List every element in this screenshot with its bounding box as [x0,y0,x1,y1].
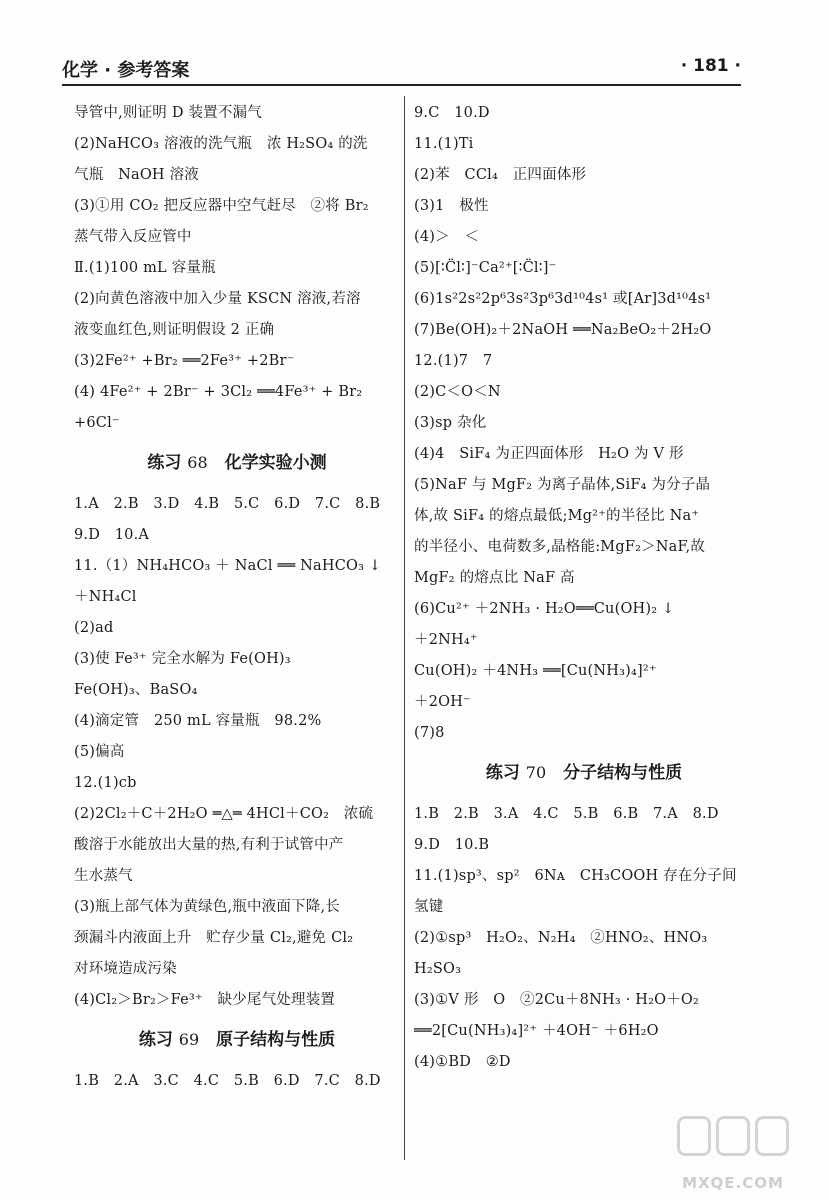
answer-line: 酸溶于水能放出大量的热,有利于试管中产 [74,837,344,853]
answer-line: (5)NaF 与 MgF₂ 为离子晶体,SiF₄ 为分子晶 [414,477,711,493]
section-text: 原子结构与性质 [216,1030,336,1050]
right-column [414,98,754,1160]
watermark-logo [673,1112,793,1192]
answer-line: (2)向黄色溶液中加入少量 KSCN 溶液,若溶 [74,291,361,307]
left-column [74,98,400,1160]
answer-line: 11.(1)sp³、sp² 6Nᴀ CH₃COOH 存在分子间 [414,868,737,884]
answer-line: (3)使 Fe³⁺ 完全水解为 Fe(OH)₃ [74,651,291,667]
section-text: 化学实验小测 [224,453,327,473]
answer-line: (3)①V 形 O ②2Cu＋8NH₃ · H₂O＋O₂ [414,992,700,1008]
section-prefix: 练习 [138,1030,173,1050]
answer-line: (7)Be(OH)₂＋2NaOH ══Na₂BeO₂＋2H₂O [414,322,712,338]
answer-line: 12.(1)7 7 [414,353,493,369]
section-number: 68 [187,453,208,472]
section-title [414,749,754,799]
page-header [62,52,741,86]
answer-line: 1.B 2.A 3.C 4.C 5.B 6.D 7.C 8.D [74,1073,381,1089]
section-title [74,1016,400,1066]
answer-line: (4)①BD ②D [414,1054,511,1070]
section-number: 69 [178,1030,200,1049]
answer-line: (6)1s²2s²2p⁶3s²3p⁶3d¹⁰4s¹ 或[Ar]3d¹⁰4s¹ [414,291,712,307]
answer-line: (3)瓶上部气体为黄绿色,瓶中液面下降,长 [74,899,340,915]
answer-line: +6Cl⁻ [74,415,120,431]
answer-line: (5)偏高 [74,744,125,760]
answer-line: ══2[Cu(NH₃)₄]²⁺ ＋4OH⁻ ＋6H₂O [414,1023,659,1039]
header-title: 化学 · 参考答案 [62,60,190,81]
answer-line: 9.D 10.A [74,527,150,543]
answer-line: (4)＞ ＜ [414,229,480,245]
answer-line: (2)C＜O＜N [414,384,501,400]
answer-line: (4) 4Fe²⁺ + 2Br⁻ + 3Cl₂ ══4Fe³⁺ + Br₂ [74,384,363,400]
answer-line: (3)sp 杂化 [414,415,487,431]
answer-line: (7)8 [414,725,445,741]
answer-line: 1.B 2.B 3.A 4.C 5.B 6.B 7.A 8.D [414,806,719,822]
answer-line: 液变血红色,则证明假设 2 正确 [74,322,275,338]
answer-line: 对环境造成污染 [74,961,177,977]
answer-line: Fe(OH)₃、BaSO₄ [74,682,198,698]
answer-line: (2)NaHCO₃ 溶液的洗气瓶 浓 H₂SO₄ 的洗 [74,136,368,152]
answer-line: 蒸气带入反应管中 [74,229,192,245]
section-title [74,439,400,489]
answer-line: ＋NH₄Cl [74,589,137,605]
answer-line: 9.C 10.D [414,105,490,121]
answer-line: 颈漏斗内液面上升 贮存少量 Cl₂,避免 Cl₂ [74,930,354,946]
answer-line: (5)[∶C̈l∶]⁻Ca²⁺[∶C̈l∶]⁻ [414,260,557,276]
answer-line: (4)4 SiF₄ 为正四面体形 H₂O 为 V 形 [414,446,684,462]
answer-line: (3)①用 CO₂ 把反应器中空气赶尽 ②将 Br₂ [74,198,369,214]
answer-line: (2)苯 CCl₄ 正四面体形 [414,167,587,183]
answer-line: 的半径小、电荷数多,晶格能:MgF₂＞NaF,故 [414,539,706,555]
answer-line: (2)①sp³ H₂O₂、N₂H₄ ②HNO₂、HNO₃ [414,930,708,946]
answer-line: 体,故 SiF₄ 的熔点最低;Mg²⁺的半径比 Na⁺ [414,508,700,524]
column-divider [404,96,405,1160]
section-prefix: 练习 [147,453,182,473]
watermark-text: MXQE.COM [682,1174,784,1192]
answer-line: 12.(1)cb [74,775,137,791]
section-text: 分子结构与性质 [563,763,683,783]
answer-line: (3)2Fe²⁺ +Br₂ ══2Fe³⁺ +2Br⁻ [74,353,295,369]
answer-line: (2)2Cl₂＋C＋2H₂O ═△═ 4HCl＋CO₂ 浓硫 [74,806,374,822]
section-prefix: 练习 [485,763,520,783]
answer-line: 11.(1)Ti [414,136,474,152]
answer-line: 导管中,则证明 D 装置不漏气 [74,105,262,121]
answer-line: (6)Cu²⁺ ＋2NH₃ · H₂O══Cu(OH)₂ ↓ [414,601,675,617]
answer-line: (2)ad [74,620,114,636]
page-number: · 181 · [680,56,741,76]
answer-line: ＋2OH⁻ [414,694,471,710]
answer-line: Cu(OH)₂ ＋4NH₃ ══[Cu(NH₃)₄]²⁺ [414,663,657,679]
answer-line: MgF₂ 的熔点比 NaF 高 [414,570,575,586]
answer-line: 1.A 2.B 3.D 4.B 5.C 6.D 7.C 8.B [74,496,381,512]
section-number: 70 [525,763,547,782]
answer-line: (3)1 极性 [414,198,489,214]
answer-line: 气瓶 NaOH 溶液 [74,167,199,183]
answer-line: 9.D 10.B [414,837,490,853]
answer-line: 生水蒸气 [74,868,133,884]
answer-line: Ⅱ.(1)100 mL 容量瓶 [74,260,216,276]
answer-line: (4)Cl₂＞Br₂＞Fe³⁺ 缺少尾气处理装置 [74,992,336,1008]
answer-line: H₂SO₃ [414,961,462,977]
answer-line: 氢键 [414,899,444,915]
answer-line: (4)滴定管 250 mL 容量瓶 98.2% [74,713,322,729]
answer-line: ＋2NH₄⁺ [414,632,478,648]
answer-line: 11.（1）NH₄HCO₃ ＋ NaCl ══ NaHCO₃ ↓ [74,558,382,574]
